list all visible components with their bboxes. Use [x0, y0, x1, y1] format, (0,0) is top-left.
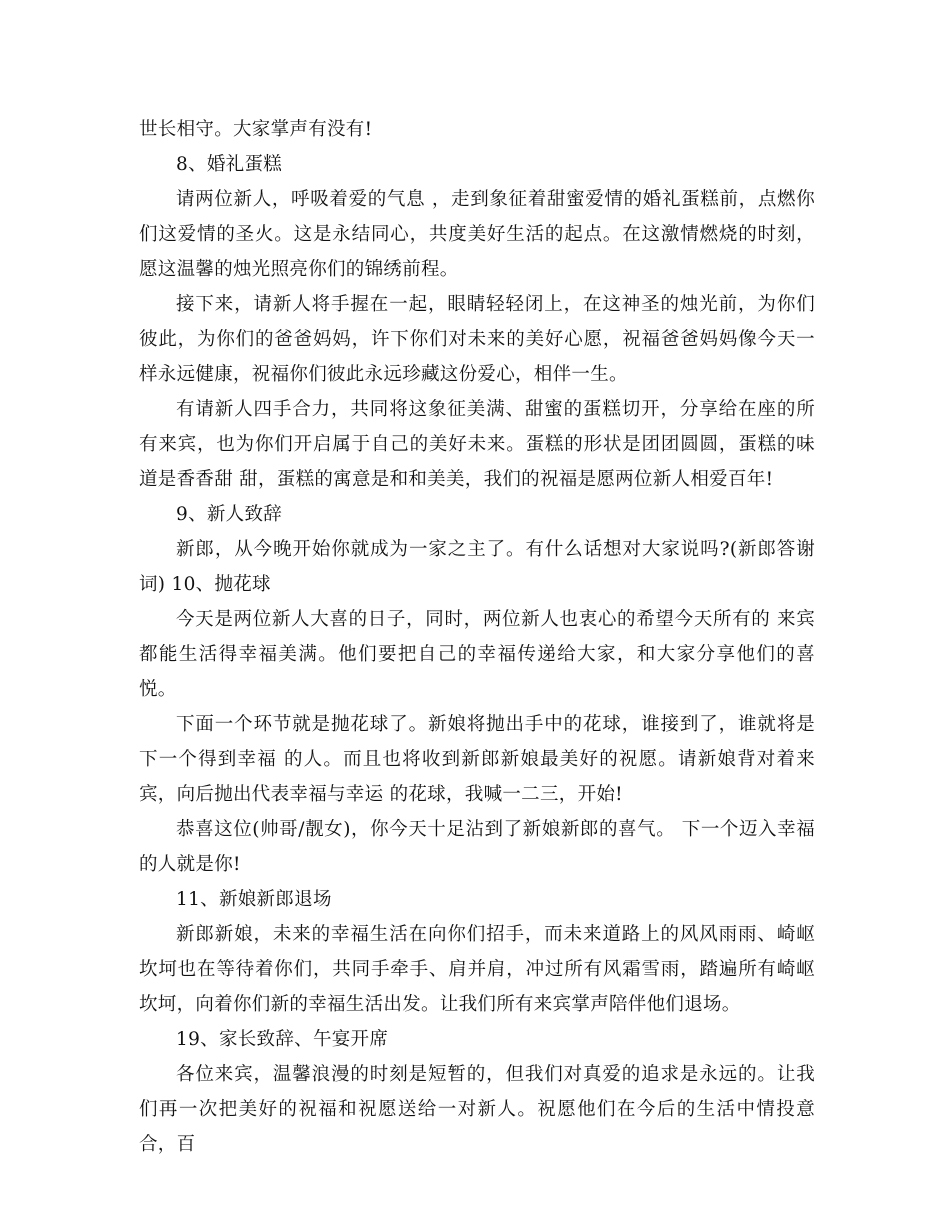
paragraph: 新郎，从今晚开始你就成为一家之主了。有什么话想对大家说吗?(新郎答谢词) 10、抛花球: [139, 539, 815, 595]
section-heading: 8、婚礼蛋糕: [176, 154, 283, 175]
paragraph: 今天是两位新人大喜的日子，同时，两位新人也衷心的希望今天所有的 来宾都能生活得幸福美满。他们要把自己的幸福传递给大家，和大家分享他们的喜悦。: [139, 609, 815, 700]
section-heading: 9、新人致辞: [176, 504, 283, 525]
paragraph: 世长相守。大家掌声有没有!: [139, 119, 373, 140]
paragraph: 各位来宾，温馨浪漫的时刻是短暂的，但我们对真爱的追求是永远的。让我们再一次把美好的祝福和祝愿送给一对新人。祝愿他们在今后的生活中情投意合，百: [139, 1064, 815, 1155]
paragraph: 下面一个环节就是抛花球了。新娘将抛出手中的花球，谁接到了，谁就将是下一个得到幸福 的人。而且也将收到新郎新娘最美好的祝愿。请新娘背对着来宾，向后抛出代表幸福与幸运 的花球，我喊一二三，开始!: [139, 714, 815, 805]
paragraph: 有请新人四手合力，共同将这象征美满、甜蜜的蛋糕切开，分享给在座的所有来宾，也为你们开启属于自己的美好未来。蛋糕的形状是团团圆圆，蛋糕的味道是香香甜 甜，蛋糕的寓意是和和美美，我们的祝福是愿两位新人相爱百年!: [139, 399, 815, 490]
paragraph: 新郎新娘，未来的幸福生活在向你们招手，而未来道路上的风风雨雨、崎岖坎坷也在等待着你们，共同手牵手、肩并肩，冲过所有风霜雪雨，踏遍所有崎岖坎坷，向着你们新的幸福生活出发。让我们所有来宾掌声陪伴他们退场。: [139, 924, 815, 1015]
section-heading: 11、新娘新郎退场: [176, 889, 332, 910]
paragraph: 接下来，请新人将手握在一起，眼睛轻轻闭上，在这神圣的烛光前，为你们彼此，为你们的爸爸妈妈，许下你们对未来的美好心愿，祝福爸爸妈妈像今天一样永远健康，祝福你们彼此永远珍藏这份爱心，相伴一生。: [139, 294, 815, 385]
document-body: [139, 112, 815, 1162]
paragraph: 恭喜这位(帅哥/靓女)，你今天十足沾到了新娘新郎的喜气。 下一个迈入幸福的人就是你!: [139, 819, 815, 875]
paragraph: 请两位新人，呼吸着爱的气息 ，走到象征着甜蜜爱情的婚礼蛋糕前，点燃你们这爱情的圣火。这是永结同心，共度美好生活的起点。在这激情燃烧的时刻，愿这温馨的烛光照亮你们的锦绣前程。: [139, 189, 815, 280]
section-heading: 19、家长致辞、午宴开席: [176, 1029, 389, 1050]
